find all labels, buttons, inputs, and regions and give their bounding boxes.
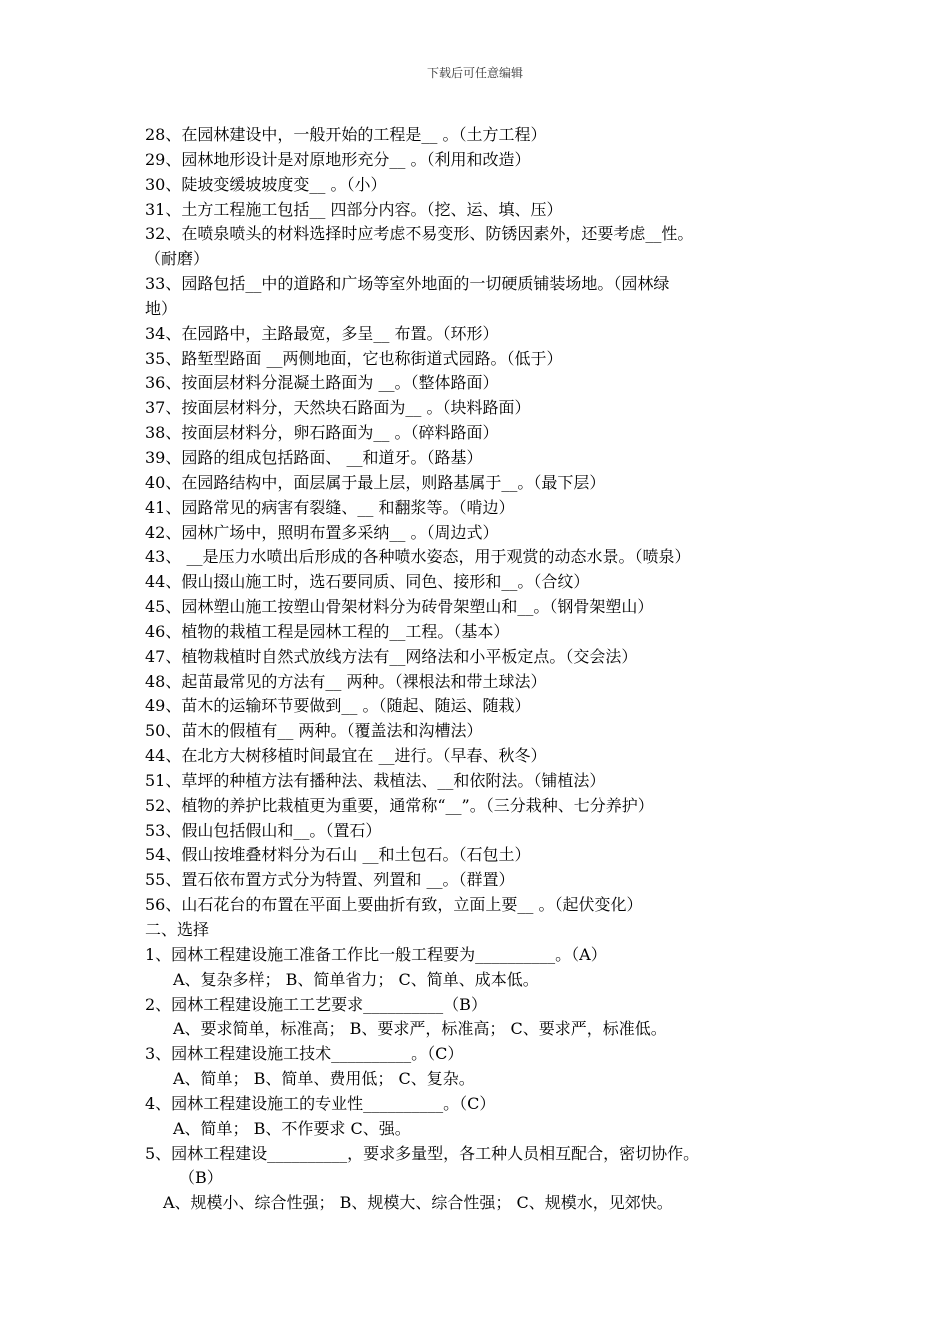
text-line: 39、园路的组成包括路面、 __和道牙。（路基） (145, 447, 483, 467)
options-line: A、要求简单，标准高； B、要求严，标准高； C、要求严，标准低。 (173, 1019, 667, 1039)
text-line: （耐磨） (145, 249, 210, 269)
text-line: 45、园林塑山施工按塑山骨架材料分为砖骨架塑山和__。（钢骨架塑山） (145, 597, 654, 617)
text-line: 40、在园路结构中，面层属于最上层，则路基属于__。（最下层） (145, 472, 606, 492)
options-line: A、复杂多样； B、简单省力； C、简单、成本低。 (173, 969, 539, 989)
text-line: 52、植物的养护比栽植更为重要，通常称“__”。（三分栽种、七分养护） (145, 795, 654, 815)
question-line: 5、园林工程建设__________，要求多量型，各工种人员相互配合，密切协作。 (145, 1143, 700, 1163)
text-line: 38、按面层材料分，卵石路面为__ 。（碎料路面） (145, 423, 499, 443)
text-line: 28、在园林建设中，一般开始的工程是__ 。（土方工程） (145, 125, 547, 144)
text-line: 56、山石花台的布置在平面上要曲折有致，立面上要__ 。（起伏变化） (145, 895, 643, 915)
text-line: 48、起苗最常见的方法有__ 两种。（裸根法和带土球法） (145, 671, 547, 691)
text-line: 35、路堑型路面 __两侧地面，它也称街道式园路。（低于） (145, 348, 563, 368)
text-line: 34、在园路中，主路最宽，多呈__ 布置。（环形） (145, 323, 499, 343)
text-line: 44、假山掇山施工时，选石要同质、同色、接形和__。（合纹） (145, 572, 590, 592)
document-body (145, 123, 835, 1216)
text-line: 51、草坪的种植方法有播种法、栽植法、__和依附法。（铺植法） (145, 770, 606, 790)
text-line: 41、园路常见的病害有裂缝、__ 和翻浆等。（啃边） (145, 497, 515, 517)
text-line: 29、园林地形设计是对原地形充分__ 。（利用和改造） (145, 149, 531, 169)
text-line: 地） (145, 298, 178, 318)
options-line: A、规模小、综合性强； B、规模大、综合性强； C、规模水，见郊快。 (163, 1193, 673, 1213)
text-line: 53、假山包括假山和__。（置石） (145, 820, 382, 840)
text-line: 42、园林广场中，照明布置多采纳__ 。（周边式） (145, 522, 499, 542)
options-line: A、简单； B、不作要求 C、强。 (173, 1118, 411, 1138)
question-line: 2、园林工程建设施工工艺要求__________（B） (145, 994, 487, 1014)
question-line: 3、园林工程建设施工技术__________。（C） (145, 1044, 464, 1064)
text-line: 31、土方工程施工包括__ 四部分内容。（挖、运、填、压） (145, 199, 563, 219)
text-line: 55、置石依布置方式分为特置、列置和 __。（群置） (145, 870, 515, 890)
text-line: 37、按面层材料分，天然块石路面为__ 。（块料路面） (145, 398, 531, 418)
section-heading: 二、选择 (145, 920, 210, 939)
text-line: 49、苗木的运输环节要做到__ 。（随起、随运、随栽） (145, 696, 531, 716)
answer-line: （B） (179, 1168, 223, 1188)
page-header: 下载后可任意编辑 (426, 66, 523, 80)
options-line: A、简单； B、简单、费用低； C、复杂。 (173, 1069, 475, 1089)
text-line: 43、 __是压力水喷出后形成的各种喷水姿态，用于观赏的动态水景。（喷泉） (145, 547, 691, 567)
text-line: 33、园路包括__中的道路和广场等室外地面的一切硬质铺装场地。（园林绿 (145, 274, 670, 294)
question-line: 1、园林工程建设施工准备工作比一般工程要为__________。（A） (145, 944, 607, 964)
text-line: 32、在喷泉喷头的材料选择时应考虑不易变形、防锈因素外，还要考虑__性。 (145, 224, 694, 244)
text-line: 46、植物的栽植工程是园林工程的__工程。（基本） (145, 621, 510, 641)
text-line: 50、苗木的假植有__ 两种。（覆盖法和沟槽法） (145, 721, 483, 741)
text-line: 47、植物栽植时自然式放线方法有__网络法和小平板定点。（交会法） (145, 646, 638, 666)
text-line: 36、按面层材料分混凝土路面为 __。（整体路面） (145, 373, 499, 393)
text-line: 30、陡坡变缓坡坡度变__ 。（小） (145, 174, 387, 194)
text-line: 44、在北方大树移植时间最宜在 __进行。（早春、秋冬） (145, 746, 547, 766)
text-line: 54、假山按堆叠材料分为石山 __和土包石。（石包土） (145, 845, 531, 865)
question-line: 4、园林工程建设施工的专业性__________。（C） (145, 1093, 496, 1113)
